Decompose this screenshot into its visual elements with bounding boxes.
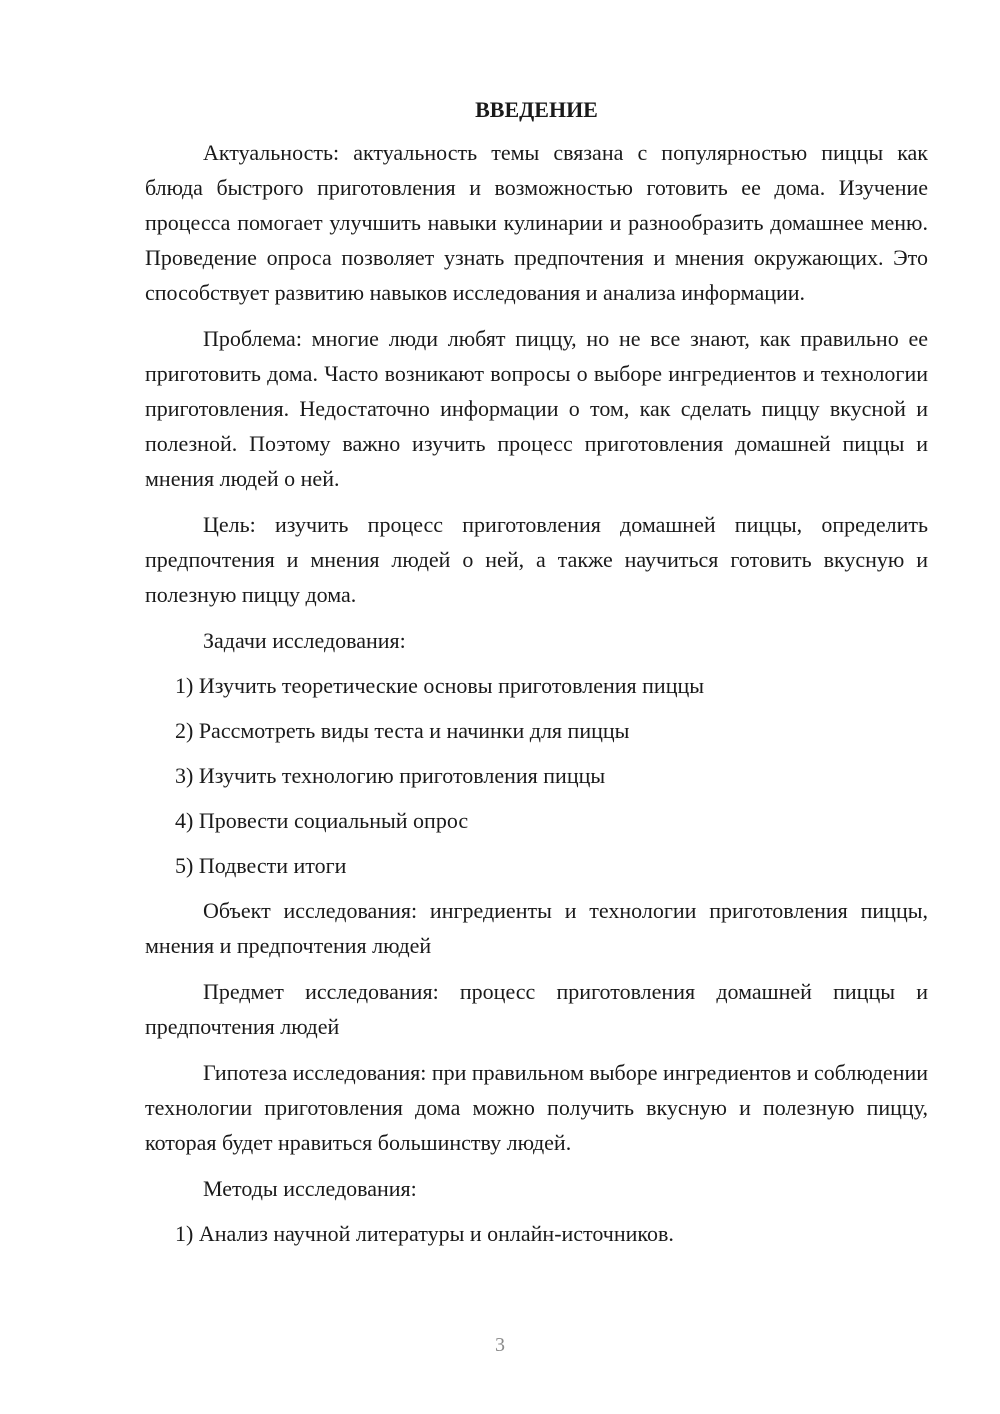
methods-heading: Методы исследования: [203, 1176, 417, 1201]
subject-paragraph: Предмет исследования: процесс приготовления домашней пиццы и предпочтения людей [145, 979, 928, 1039]
task-item: 4) Провести социальный опрос [175, 808, 469, 833]
tasks-list [145, 668, 928, 883]
task-item: 5) Подвести итоги [175, 853, 347, 878]
relevance-paragraph: Актуальность: актуальность темы связана с популярностью пиццы как блюда быстрого приготовления и возможностью готовить ее дома. Изучение процесса помогает улучшить навыки кулинарии и разнообразить домашнее меню. Проведение опроса позволяет узнать предпочтения и мнения окружающих. Это способствует развитию навыков исследования и анализа информации. [145, 140, 928, 305]
document-title: ВВЕДЕНИЕ [475, 97, 598, 122]
method-item: 1) Анализ научной литературы и онлайн-источников. [175, 1221, 674, 1246]
object-paragraph: Объект исследования: ингредиенты и технологии приготовления пиццы, мнения и предпочтения людей [145, 898, 928, 958]
hypothesis-paragraph: Гипотеза исследования: при правильном выборе ингредиентов и соблюдении технологии приготовления дома можно получить вкусную и полезную пиццу, которая будет нравиться большинству людей. [145, 1060, 929, 1155]
methods-list [145, 1216, 928, 1251]
document-page [145, 95, 928, 1261]
tasks-heading: Задачи исследования: [203, 628, 406, 653]
problem-paragraph: Проблема: многие люди любят пиццу, но не все знают, как правильно ее приготовить дома. Часто возникают вопросы о выборе ингредиентов и технологии приготовления. Недостаточно информации о том, как сделать пиццу вкусной и полезной. Поэтому важно изучить процесс приготовления домашней пиццы и мнения людей о ней. [145, 326, 928, 491]
page-number: 3 [495, 1334, 505, 1356]
task-item: 2) Рассмотреть виды теста и начинки для пиццы [175, 718, 630, 743]
task-item: 1) Изучить теоретические основы приготовления пиццы [175, 673, 705, 698]
task-item: 3) Изучить технологию приготовления пиццы [175, 763, 606, 788]
goal-paragraph: Цель: изучить процесс приготовления домашней пиццы, определить предпочтения и мнения людей о ней, а также научиться готовить вкусную и полезную пиццу дома. [145, 512, 928, 607]
